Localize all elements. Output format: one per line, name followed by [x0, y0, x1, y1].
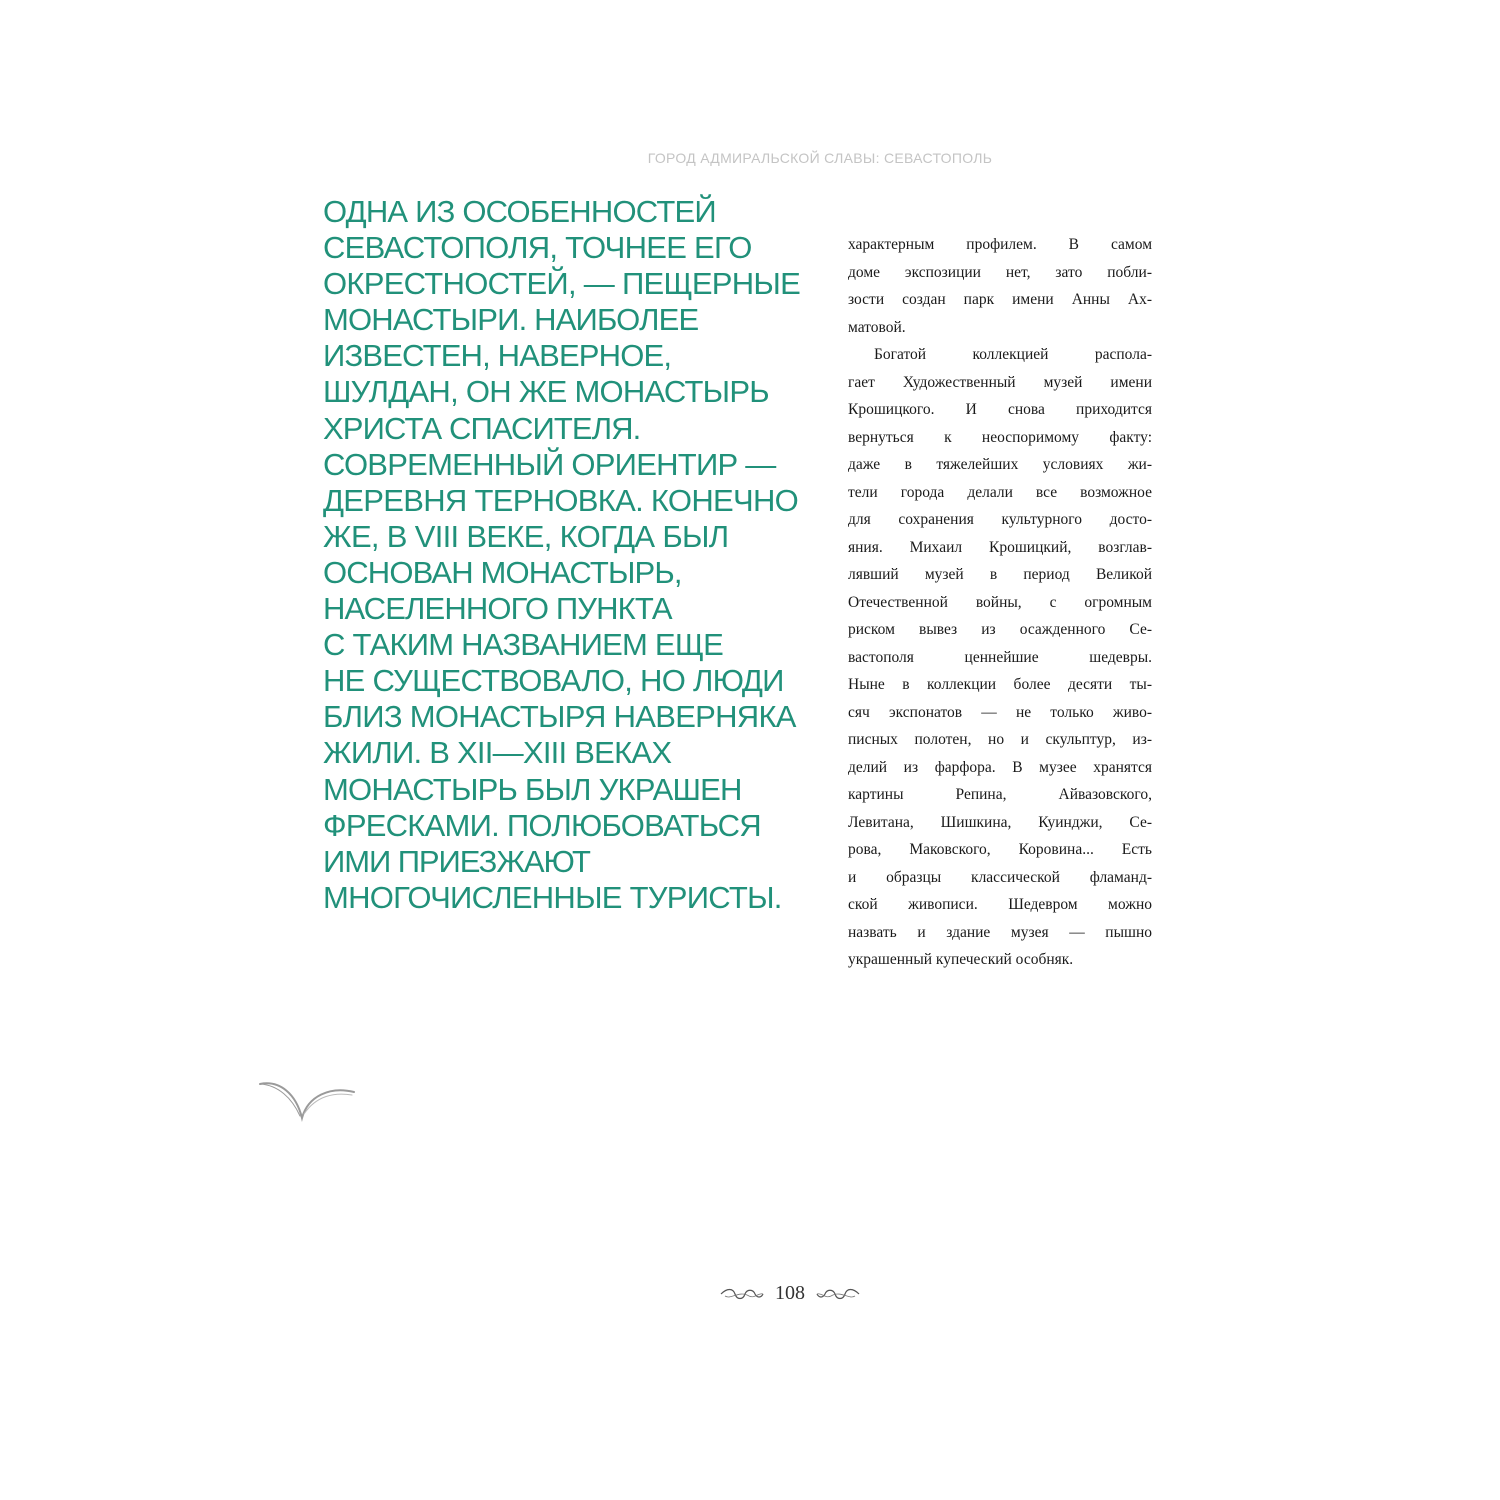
- body-text-line: картины Репина, Айвазовского,: [848, 786, 1152, 803]
- pull-quote-line: ИЗВЕСТЕН, НАВЕРНОЕ,: [323, 338, 672, 374]
- body-text-line: сяч экспонатов — не только живо-: [848, 703, 1152, 721]
- body-text-line: Левитана, Шишкина, Куинджи, Се-: [848, 813, 1152, 831]
- body-text-line: назвать и здание музея — пышно: [848, 923, 1152, 941]
- pull-quote-line: БЛИЗ МОНАСТЫРЯ НАВЕРНЯКА: [323, 699, 796, 735]
- body-text-line: и образцы классической фламанд-: [848, 868, 1152, 886]
- pull-quote-line: МНОГОЧИСЛЕННЫЕ ТУРИСТЫ.: [323, 879, 782, 915]
- body-text-line: Крошицкого. И снова приходится: [848, 401, 1152, 418]
- page-number: 108: [775, 1282, 805, 1304]
- body-column: [848, 231, 1152, 974]
- body-text-line: рова, Маковского, Коровина... Есть: [848, 841, 1152, 858]
- pull-quote: [323, 194, 843, 916]
- pull-quote-line: ДЕРЕВНЯ ТЕРНОВКА. КОНЕЧНО: [323, 482, 799, 518]
- body-text-line: лявший музей в период Великой: [848, 566, 1152, 583]
- body-text-line: яния. Михаил Крошицкий, возглав-: [848, 538, 1152, 556]
- body-text-line: вастополя ценнейшие шедевры.: [848, 648, 1152, 666]
- pull-quote-line: ОСНОВАН МОНАСТЫРЬ,: [323, 554, 682, 590]
- body-text-line: Ныне в коллекции более десяти ты-: [848, 676, 1152, 693]
- body-text-line: характерным профилем. В самом: [848, 236, 1152, 253]
- body-text-line: Отечественной войны, с огромным: [848, 593, 1152, 611]
- body-text-line: Богатой коллекцией распола-: [874, 346, 1152, 363]
- body-text-line: ской живописи. Шедевром можно: [848, 896, 1152, 913]
- flourish-right-icon: [815, 1286, 861, 1302]
- body-text-line: доме экспозиции нет, зато побли-: [848, 263, 1152, 281]
- body-text-line: делий из фарфора. В музее хранятся: [848, 758, 1152, 776]
- body-text-line: украшенный купеческий особняк.: [848, 951, 1074, 968]
- pull-quote-line: ОКРЕСТНОСТЕЙ, — ПЕЩЕРНЫЕ: [323, 266, 801, 302]
- pull-quote-line: НЕ СУЩЕСТВОВАЛО, НО ЛЮДИ: [323, 663, 784, 699]
- body-text-line: гает Художественный музей имени: [848, 373, 1152, 391]
- pull-quote-line: ФРЕСКАМИ. ПОЛЮБОВАТЬСЯ: [323, 807, 761, 843]
- pull-quote-line: ОДНА ИЗ ОСОБЕННОСТЕЙ: [323, 194, 716, 229]
- body-text-line: тели города делали все возможное: [848, 483, 1152, 501]
- body-text-line: даже в тяжелейших условиях жи-: [848, 456, 1152, 473]
- pull-quote-line: СЕВАСТОПОЛЯ, ТОЧНЕЕ ЕГО: [323, 230, 752, 266]
- body-text-line: для сохранения культурного досто-: [848, 511, 1152, 528]
- pull-quote-line: ЖЕ, В VIII ВЕКЕ, КОГДА БЫЛ: [323, 518, 729, 554]
- body-text-line: риском вывез из осажденного Се-: [848, 621, 1152, 638]
- body-text-line: писных полотен, но и скульптур, из-: [848, 731, 1152, 748]
- flourish-left-icon: [719, 1286, 765, 1302]
- pull-quote-line: ЖИЛИ. В XII—XIII ВЕКАХ: [323, 735, 672, 771]
- body-text-line: вернуться к неоспоримому факту:: [848, 428, 1152, 446]
- pull-quote-line: ШУЛДАН, ОН ЖЕ МОНАСТЫРЬ: [323, 374, 769, 410]
- body-text-line: зости создан парк имени Анны Ах-: [848, 291, 1152, 308]
- pull-quote-line: ИМИ ПРИЕЗЖАЮТ: [323, 843, 590, 879]
- swash-v-ornament-icon: [258, 1076, 358, 1124]
- pull-quote-line: МОНАСТЫРЬ БЫЛ УКРАШЕН: [323, 771, 742, 807]
- body-text-line: матовой.: [848, 318, 906, 336]
- folio: [700, 1282, 880, 1305]
- pull-quote-line: МОНАСТЫРИ. НАИБОЛЕЕ: [323, 302, 699, 338]
- pull-quote-line: НАСЕЛЕННОГО ПУНКТА: [323, 591, 672, 627]
- pull-quote-line: СОВРЕМЕННЫЙ ОРИЕНТИР —: [323, 446, 776, 482]
- pull-quote-line: ХРИСТА СПАСИТЕЛЯ.: [323, 410, 641, 446]
- pull-quote-line: С ТАКИМ НАЗВАНИЕМ ЕЩЕ: [323, 627, 724, 663]
- running-head: ГОРОД АДМИРАЛЬСКОЙ СЛАВЫ: СЕВАСТОПОЛЬ: [647, 150, 993, 166]
